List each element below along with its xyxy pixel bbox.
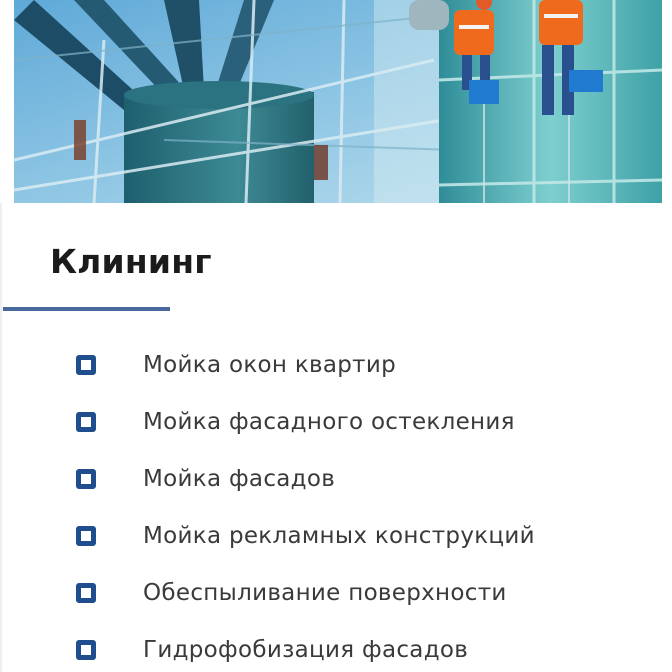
- section-title: Клининг: [50, 242, 212, 281]
- service-label: Мойка рекламных конструкций: [143, 523, 535, 549]
- square-bullet-icon: [76, 469, 96, 489]
- square-bullet-icon: [76, 526, 96, 546]
- square-bullet-icon: [76, 355, 96, 375]
- list-item[interactable]: [0, 396, 672, 453]
- list-item[interactable]: [0, 453, 672, 510]
- square-bullet-icon: [76, 640, 96, 660]
- service-label: Мойка фасадного остекления: [143, 409, 515, 435]
- square-bullet-icon: [76, 412, 96, 432]
- square-bullet-icon: [76, 583, 96, 603]
- service-label: Обеспыливание поверхности: [143, 580, 507, 606]
- list-item[interactable]: [0, 339, 672, 396]
- services-list: [0, 339, 672, 672]
- list-item[interactable]: [0, 567, 672, 624]
- hero-image: [14, 0, 662, 203]
- service-label: Гидрофобизация фасадов: [143, 637, 469, 663]
- title-underline: [3, 307, 170, 311]
- list-item[interactable]: [0, 624, 672, 672]
- service-label: Мойка окон квартир: [143, 352, 397, 378]
- service-label: Мойка фасадов: [143, 466, 336, 492]
- list-item[interactable]: [0, 510, 672, 567]
